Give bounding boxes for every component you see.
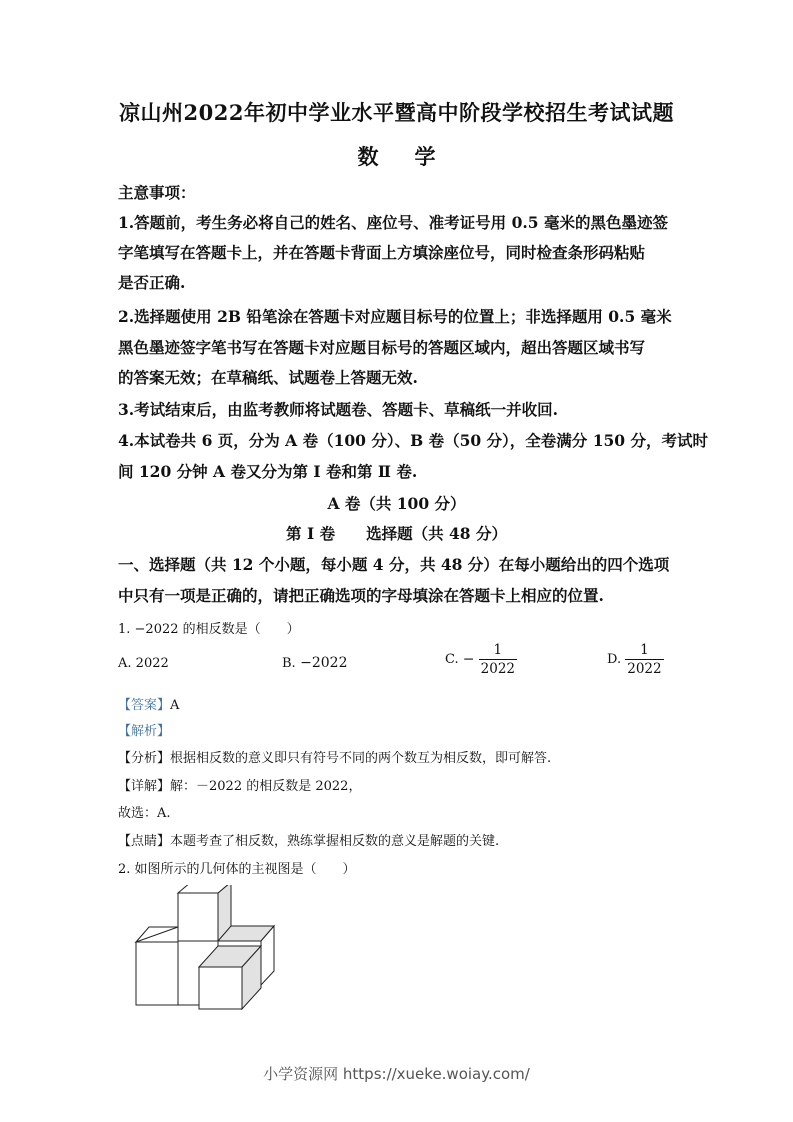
comment-line: [118, 830, 499, 849]
fraction-numerator: 1: [493, 642, 503, 658]
option-value: 2022: [135, 656, 169, 671]
fraction-denominator: 2022: [627, 661, 662, 677]
minus-sign: −: [462, 651, 475, 668]
fraction: [625, 642, 663, 677]
part-one-heading: 第 I 卷 选择题（共 48 分）: [286, 524, 507, 543]
analysis-tag: 【分析】: [118, 751, 171, 766]
cube-stack-icon: [118, 885, 278, 1010]
notice-line: 字笔填写在答题卡上，并在答题卡背面上方填涂座位号，同时检查条形码粘贴: [118, 243, 646, 262]
comment-tag: 【点睛】: [118, 834, 171, 849]
option-value: −2022: [300, 655, 348, 671]
comment-text: 本题考查了相反数，熟练掌握相反数的意义是解题的关键.: [170, 834, 500, 849]
cube-stack-figure: [118, 885, 278, 1014]
detail-text: 解：－2022 的相反数是 2022，: [170, 779, 362, 794]
section-a-heading: A 卷（共 100 分）: [327, 494, 466, 513]
option-d: [607, 642, 664, 677]
option-a: [118, 656, 169, 671]
question-1-stem: 1. −2022 的相反数是（ ）: [118, 622, 300, 637]
detail-tag: 【详解】: [118, 779, 171, 794]
detail-line: [118, 775, 361, 794]
subject-title: [0, 141, 793, 171]
notice-line: 是否正确.: [118, 273, 186, 292]
subject-char: 数: [357, 144, 379, 169]
footer-watermark: 小学资源网 https://xueke.woiay.com/: [263, 1065, 530, 1083]
notice-line: 黑色墨迹签字笔书写在答题卡对应题目标号的答题区域内，超出答题区域书写: [118, 338, 646, 357]
instructions-line: 一、选择题（共 12 个小题，每小题 4 分，共 48 分）在每小题给出的四个选项: [118, 555, 670, 574]
notice-line: 的答案无效；在草稿纸、试题卷上答题无效.: [118, 368, 418, 387]
notice-line: 3.考试结束后，由监考教师将试题卷、答题卡、草稿纸一并收回.: [118, 400, 559, 419]
option-label: C.: [445, 652, 459, 667]
fraction-numerator: 1: [640, 642, 649, 658]
notice-line: 间 120 分钟 A 卷又分为第 I 卷和第 Ⅱ 卷.: [118, 462, 418, 481]
analysis-label: 【解析】: [118, 724, 171, 739]
option-label: D.: [607, 652, 622, 667]
subject-char: 学: [414, 144, 436, 169]
fraction-denominator: 2022: [480, 661, 515, 677]
analysis-heading-line: [118, 720, 170, 739]
answer-label: 【答案】: [118, 698, 171, 713]
notice-line: 4.本试卷共 6 页，分为 A 卷（100 分）、B 卷（50 分），全卷满分 150 分，考试时: [118, 431, 708, 450]
option-label: B.: [282, 656, 296, 671]
option-label: A.: [118, 656, 132, 671]
answer-value: A: [170, 698, 180, 713]
instructions-line: 中只有一项是正确的，请把正确选项的字母填涂在答题卡上相应的位置.: [118, 586, 604, 605]
option-c: [445, 642, 517, 677]
answer-line: [118, 694, 179, 713]
question-2-stem: 2. 如图所示的几何体的主视图是（ ）: [118, 862, 356, 877]
option-b: [282, 655, 348, 671]
notice-line: 2.选择题使用 2B 铅笔涂在答题卡对应题目标号的位置上；非选择题用 0.5 毫米: [118, 307, 672, 326]
analysis-text: 根据相反数的意义即只有符号不同的两个数互为相反数，即可解答.: [170, 751, 552, 766]
notice-line: 1.答题前，考生务必将自己的姓名、座位号、准考证号用 0.5 毫米的黑色墨迹签: [118, 213, 668, 232]
analysis-line: [118, 747, 551, 766]
choice-line: 故选：A.: [118, 806, 171, 821]
notice-heading: 主意事项：: [118, 183, 196, 202]
exam-title: 凉山州2022年初中学业水平暨高中阶段学校招生考试试题: [119, 100, 674, 125]
fraction: [479, 642, 517, 677]
